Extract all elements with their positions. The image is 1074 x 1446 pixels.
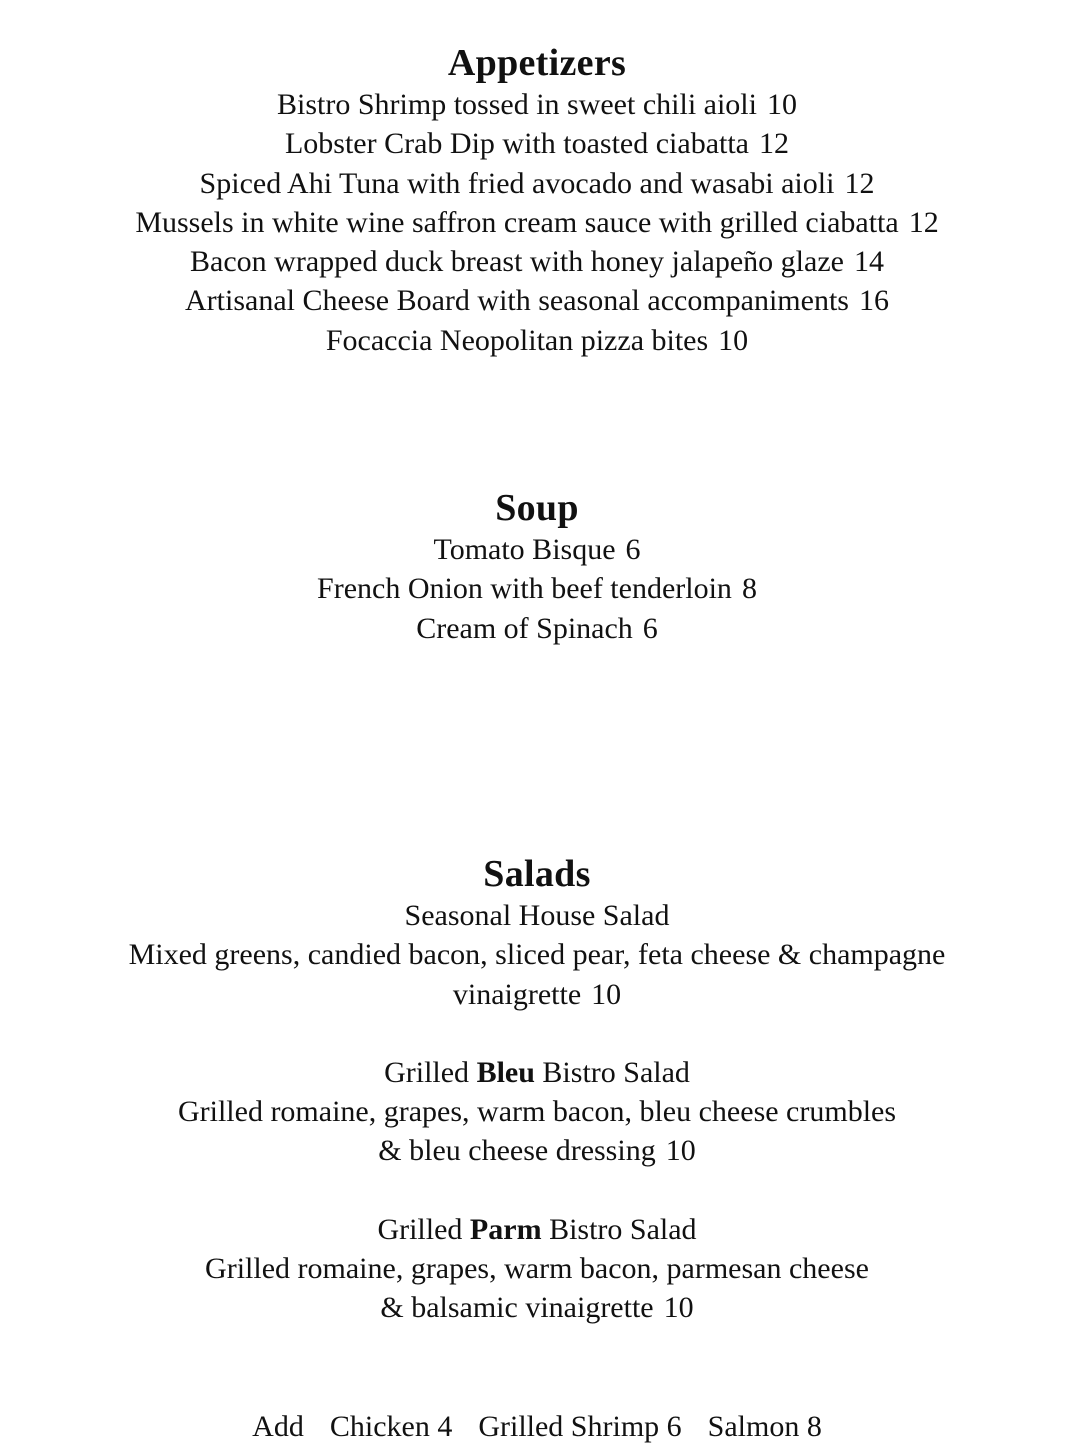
- salad-description: [0, 1288, 1074, 1327]
- item-name: Cream of Spinach: [416, 611, 633, 645]
- item-price: 16: [858, 284, 889, 318]
- salad-description-end: & balsamic vinaigrette: [380, 1291, 654, 1325]
- item-name: Artisanal Cheese Board with seasonal accompaniments: [185, 284, 849, 318]
- salad-house: [0, 896, 1074, 1014]
- salad-name-post: Bistro Salad: [549, 1212, 697, 1246]
- item-price: 12: [908, 205, 939, 239]
- addon-name: Salmon: [707, 1410, 800, 1443]
- item-price: 12: [844, 166, 875, 200]
- salad-description: [0, 975, 1074, 1014]
- item-name: Lobster Crab Dip with toasted ciabatta: [284, 127, 750, 161]
- addon-price: 4: [437, 1410, 453, 1443]
- salad-name-bold: Parm: [469, 1212, 542, 1246]
- salad-name-pre: Grilled: [384, 1055, 470, 1089]
- menu-item: [0, 124, 1074, 163]
- salad-description-end: vinaigrette: [452, 977, 582, 1011]
- addons-section: [0, 1407, 1074, 1446]
- menu-item: [0, 530, 1074, 569]
- salad-name-post: Bistro Salad: [542, 1055, 690, 1089]
- addons-label: Add: [252, 1410, 304, 1443]
- salad-name-pre: Grilled: [377, 1212, 463, 1246]
- menu-item: [0, 281, 1074, 320]
- menu-item: [0, 321, 1074, 360]
- salad-parm: [0, 1210, 1074, 1328]
- item-price: 10: [766, 88, 797, 121]
- item-name: Focaccia Neopolitan pizza bites: [325, 323, 709, 357]
- salad-name: [0, 1210, 1074, 1249]
- item-price: 14: [853, 245, 884, 279]
- item-name: Mussels in white wine saffron cream sauce with grilled ciabatta: [135, 205, 899, 239]
- addon-price: 8: [806, 1410, 822, 1443]
- salad-description-end: & bleu cheese dressing: [378, 1134, 656, 1168]
- item-name: Bacon wrapped duck breast with honey jalapeño glaze: [190, 245, 844, 279]
- item-price: 10: [663, 1291, 694, 1325]
- salad-description: [0, 1131, 1074, 1170]
- salad-bleu: [0, 1053, 1074, 1171]
- salad-name: Seasonal House Salad: [404, 899, 670, 932]
- item-name: Spiced Ahi Tuna with fried avocado and wasabi aioli: [199, 166, 835, 200]
- item-name: French Onion with beef tenderloin: [317, 572, 732, 606]
- salad-description: Grilled romaine, grapes, warm bacon, bleu cheese crumbles: [177, 1095, 897, 1129]
- salads-section: [0, 852, 1074, 1328]
- item-name: Tomato Bisque: [433, 533, 616, 566]
- salad-description: Mixed greens, candied bacon, sliced pear, feta cheese & champagne: [128, 938, 946, 972]
- item-price: 10: [718, 323, 749, 357]
- item-price: 10: [591, 977, 622, 1011]
- item-price: 6: [625, 533, 641, 566]
- menu-item: [0, 164, 1074, 203]
- appetizers-section: [0, 41, 1074, 360]
- appetizers-heading: Appetizers: [447, 42, 627, 84]
- menu-item: [0, 85, 1074, 124]
- item-price: 8: [741, 572, 757, 606]
- item-price: 6: [642, 611, 658, 645]
- item-price: 10: [665, 1134, 696, 1168]
- addons-line: [0, 1407, 1074, 1446]
- menu-item: [0, 203, 1074, 242]
- salad-description: Grilled romaine, grapes, warm bacon, parmesan cheese: [205, 1252, 869, 1286]
- salads-heading: Salads: [483, 853, 591, 895]
- menu-item: [0, 569, 1074, 608]
- salad-name-bold: Bleu: [476, 1055, 535, 1089]
- addon-name: Grilled Shrimp: [478, 1410, 660, 1443]
- menu-item: [0, 242, 1074, 281]
- addon-price: 6: [666, 1410, 682, 1443]
- item-name: Bistro Shrimp tossed in sweet chili aioli: [277, 88, 757, 121]
- menu-item: [0, 609, 1074, 648]
- soup-heading: Soup: [495, 487, 579, 529]
- salad-name: [0, 1053, 1074, 1092]
- item-price: 12: [759, 127, 790, 161]
- addon-name: Chicken: [329, 1410, 430, 1443]
- soup-section: [0, 486, 1074, 648]
